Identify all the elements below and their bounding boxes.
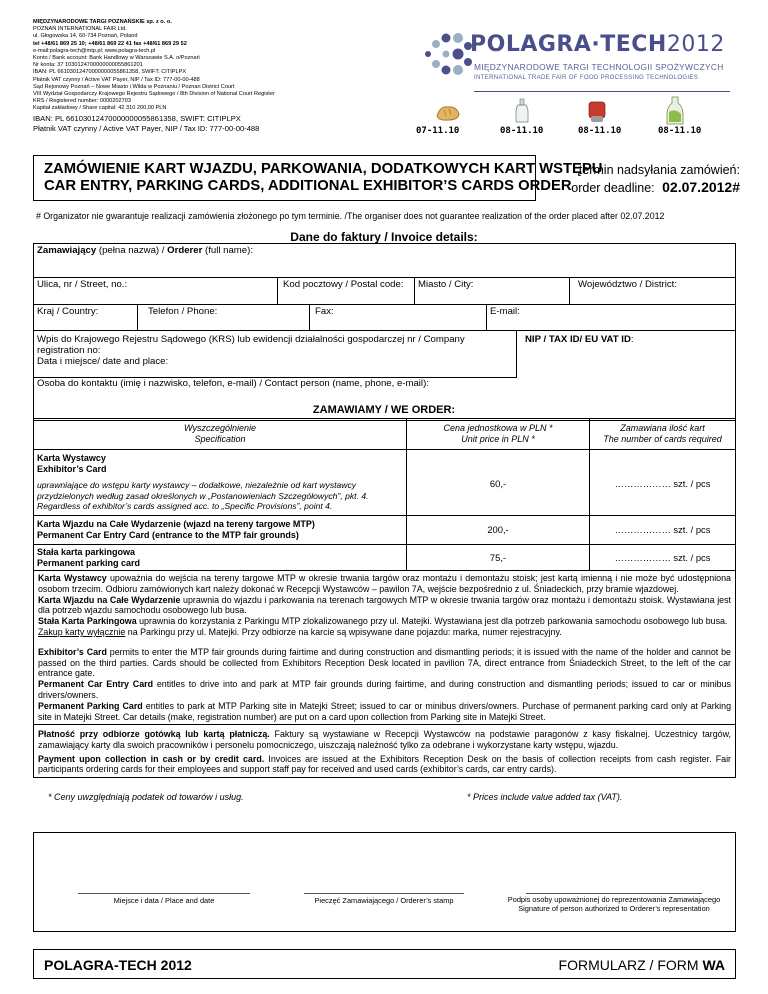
info-pl-1: Karta Wystawcy upoważnia do wejścia na tereny targowe MTP w okresie trwania targów oraz montażu i demontażu stoisk; jest kartą imienną i nie może być udostępniona osobom trzecim. Odbioru zamówionych kart należy dokonać w Recepcji Wystawców – pawilon 7A, wejście bezpośrednio z ul. Śniadeckich, przy bramie wjazdowej. <box>38 573 731 594</box>
company-vat: Płatnik VAT czynny / Active VAT Payer, NIP / Tax ID: 777-00-00-488 <box>33 123 260 133</box>
signature-label: Podpis osoby upoważnionej do reprezentowania Zamawiającego Signature of person authorized to Orderer’s representation <box>507 895 721 913</box>
note-en: * Prices include value added tax (VAT). <box>467 792 623 802</box>
bottle-icon <box>512 98 532 124</box>
deadline <box>540 162 740 197</box>
item-parking-spec <box>34 545 407 570</box>
item-3-title-en: Permanent parking card <box>37 558 141 568</box>
item-3-title-pl: Stała karta parkingowa <box>37 547 136 557</box>
info-block <box>33 570 736 725</box>
event-dates <box>416 96 746 136</box>
info-pl <box>38 573 731 638</box>
date-label-3: 08-11.10 <box>578 126 622 136</box>
footer-form-code: WA <box>702 957 725 973</box>
item-2-title-pl: Karta Wjazdu na Całe Wydarzenie (wjazd na tereny targowe MTP) <box>37 519 315 529</box>
fax-field[interactable] <box>310 305 487 331</box>
item-1-title-pl: Karta Wystawcy <box>37 453 106 463</box>
footer-left: POLAGRA-TECH 2012 <box>44 957 192 973</box>
company-line: ul. Głogowska 14, 60-734 Poznań, Poland <box>33 33 138 40</box>
info-en-1: Exhibitor’s Card permits to enter the MTP fair grounds during fairtime and during construction and dismantling periods; it is issued with the name of the holder and cannot be passed on the third parties. Cards should be collected from Exhibitors Reception Desk located in pavilion 7A, direct entrance from Śniadeckich Street, to the left of the car entrance gate. <box>38 646 731 679</box>
postal-field[interactable] <box>278 278 415 305</box>
deadline-label-en: order deadline: <box>571 181 655 195</box>
col-spec-en: Specification <box>194 434 246 444</box>
col-qty-header <box>590 419 735 450</box>
bottle-green-icon <box>664 96 686 126</box>
orderer-field[interactable] <box>34 244 735 278</box>
country-field[interactable] <box>34 305 138 331</box>
info-pl-3: Stała Karta Parkingowa uprawnia do korzystania z Parkingu MTP zlokalizowanego przy ul. Matejki. Wystawiana jest dla potrzeb parkowania samochodu osobowego lub busa. <box>38 616 728 627</box>
date-label-1: 07-11.10 <box>416 126 460 136</box>
payment-pl: Płatność przy odbiorze gotówką lub kartą płatniczą. Faktury są wystawiane w Recepcji Wystawców na podstawie paragonów z kasy fiskalnej. Uczestnicy targów, zamawiający karty dla swoich pracowników i personelu pomocniczego, uiszczają należność tylko za odebrane i wykorzystane karty wstępu, wjazdu. <box>38 729 731 750</box>
district-label: Województwo / District: <box>578 279 677 290</box>
item-2-title-en: Permanent Car Entry Card (entrance to the MTP fair grounds) <box>37 530 299 540</box>
footer-bar <box>33 949 736 979</box>
item-exhibitor-spec <box>34 450 407 516</box>
company-info <box>33 19 413 134</box>
item-1-qty[interactable]: ……………… szt. / pcs <box>590 450 735 516</box>
title-pl: ZAMÓWIENIE KART WJAZDU, PARKOWANIA, DODATKOWYCH KART WSTĘPU <box>44 161 603 177</box>
street-label: Ulica, nr / Street, no.: <box>37 279 128 290</box>
postal-label: Kod pocztowy / Postal code: <box>283 279 404 290</box>
nip-label: NIP / TAX ID/ EU VAT ID <box>525 334 631 345</box>
col-spec-pl: Wyszczególnienie <box>183 423 257 433</box>
company-line: Nr konta: 37 1030124700000000055861201 <box>33 62 143 69</box>
company-line: Sąd Rejonowy Poznań – Nowe Miasto i Wilda w Poznaniu / Poznan District Court <box>33 83 235 90</box>
item-1-desc: uprawniające do wstępu karty wystawcy – dodatkowe, niezależnie od kart wystawcy przydzielonych według zasad określonych w „Postanowieniach Szczegółowych”, pkt. 4. Regardless of exhibitor’s cards assigned acc. to „Specific Provisions”, point 4. <box>37 480 369 511</box>
date-label-4: 08-11.10 <box>658 126 702 136</box>
company-line: tel +48/61 869 25 10; +48/61 869 22 41 fax +48/61 869 29 52 <box>33 40 187 47</box>
deadline-label-pl: termin nadsyłania zamówień: <box>578 163 740 177</box>
col-qty-en: The number of cards required <box>603 434 722 444</box>
company-line: Konto / Bank account: Bank Handlowy w Warszawie S.A. o/Poznań <box>33 55 200 62</box>
krs-field[interactable] <box>34 331 517 377</box>
district-field[interactable] <box>570 278 735 305</box>
date-label-2: 08-11.10 <box>500 126 544 136</box>
logo-dots-icon <box>418 24 478 84</box>
footer-right <box>559 957 725 973</box>
info-en <box>38 647 731 723</box>
fax-label: Fax: <box>315 306 334 317</box>
col-qty-pl: Zamawiana ilość kart <box>620 423 705 433</box>
payment-en: Payment upon collection in cash or by credit card. Invoices are issued at the Exhibitors Reception Desk on the basis of collection receipts from cash register. Fair participants ordering cards for their employees and support staff pay for received and used cards (exhibitor’s cards, car entry cards). <box>38 753 731 775</box>
item-car-entry-spec <box>34 516 407 545</box>
info-en-3: Permanent Parking Card entitles to park at MTP Parking site in Matejki Street; issued to car or minibus drivers/owners. Purchase of permanent parking card only at Parking site in Matejki Street. Car details (make, registration number) are put on a card upon collection from Parking site in Matejki Street. <box>38 700 731 722</box>
company-line: e-mail:polagra-tech@mtp.pl; www.polagra-tech.pl <box>33 47 156 54</box>
col-price-header <box>407 419 590 450</box>
company-line: Płatnik VAT czynny / Active VAT Payer, NIP / Tax ID: 777-00-00-488 <box>33 76 200 83</box>
email-label: E-mail: <box>490 306 520 317</box>
krs-label: Wpis do Krajowego Rejestru Sądowego (KRS) lub ewidencji działalności gospodarczej nr / Company registration no: <box>37 334 465 356</box>
item-3-price: 75,- <box>407 545 590 570</box>
logo-subtitle-pl: MIĘDZYNARODOWE TARGI TECHNOLOGII SPOŻYWCZYCH <box>474 62 724 72</box>
item-2-qty[interactable]: ……………… szt. / pcs <box>590 516 735 545</box>
date-place-label: Data i miejsce/ date and place: <box>37 356 169 367</box>
orderer-label-4: (full name): <box>202 245 253 256</box>
info-pl-4: Zakup karty wyłącznie na Parkingu przy ul. Matejki. Przy odbiorze na karcie są wpisywane dane pojazdu: marka, numer rejestracyjny. <box>38 626 562 637</box>
item-1-price: 60,- <box>407 450 590 516</box>
bread-icon <box>434 102 462 124</box>
item-1-title-en: Exhibitor’s Card <box>37 464 107 474</box>
orderer-label-3: Orderer <box>167 245 203 256</box>
contact-label: Osoba do kontaktu (imię i nazwisko, telefon, e-mail) / Contact person (name, phone, e-mail): <box>37 378 429 389</box>
city-label: Miasto / City: <box>418 279 474 290</box>
company-line: Kapitał zakładowy / Share capital: 42 310 200,00 PLN <box>33 105 167 112</box>
logo-year: 2012 <box>666 32 725 57</box>
orderer-label-2: (pełna nazwa) / <box>96 245 168 256</box>
info-pl-2: Karta Wjazdu na Całe Wydarzenie uprawnia do wjazdu i parkowania na terenach targowych MTP w okresie trwania targów oraz montażu i demontażu stoisk. Wystawiana jest dla potrzeb wjazdu samochodu osobowego lub busa. <box>38 594 731 616</box>
company-line: POZNAŃ INTERNATIONAL FAIR Ltd. <box>33 26 127 33</box>
street-field[interactable] <box>34 278 278 305</box>
meat-icon <box>586 98 608 124</box>
payment-block <box>33 724 736 778</box>
title-en: CAR ENTRY, PARKING CARDS, ADDITIONAL EXHIBITOR’S CARDS ORDER <box>44 178 572 194</box>
phone-label: Telefon / Phone: <box>148 306 218 317</box>
place-date-label: Miejsce i data / Place and date <box>113 896 215 905</box>
company-line: KRS / Registered number: 0000202703 <box>33 98 131 105</box>
signature-box <box>33 832 736 932</box>
footer-form-label: FORMULARZ / FORM <box>558 957 703 973</box>
deadline-date: 02.07.2012# <box>662 179 740 195</box>
item-3-qty[interactable]: ……………… szt. / pcs <box>614 552 711 563</box>
invoice-table <box>33 243 736 421</box>
col-price-en: Unit price in PLN * <box>461 434 535 444</box>
note-pl: * Ceny uwzględniają podatek od towarów i usług. <box>48 792 244 802</box>
company-line: VIII Wydział Gospodarczy Krajowego Rejestru Sądowego / 8th Division of National Court Register <box>33 91 275 98</box>
disclaimer: # Organizator nie gwarantuje realizacji zamówienia złożonego po tym terminie. /The organiser does not guarantee realization of the order placed after 02.07.2012 <box>36 211 665 221</box>
title-box <box>33 155 603 201</box>
orderer-label-1: Zamawiający <box>37 245 97 256</box>
logo-rule <box>474 91 730 92</box>
polagra-logo <box>418 22 738 92</box>
invoice-heading: Dane do faktury / Invoice details: <box>290 230 478 244</box>
phone-field[interactable] <box>138 305 310 331</box>
email-field[interactable] <box>487 305 735 331</box>
col-price-pl: Cena jednostkowa w PLN * <box>443 423 553 433</box>
order-heading: ZAMAWIAMY / WE ORDER: <box>312 404 456 416</box>
nip-field[interactable] <box>517 331 735 377</box>
order-table <box>33 418 736 571</box>
country-label: Kraj / Country: <box>37 306 99 317</box>
item-2-price: 200,- <box>407 516 590 545</box>
info-en-2: Permanent Car Entry Card entitles to drive into and park at MTP fair grounds during fairtime, and during construction and dismantling periods; issued to car or minibus drivers/owners. <box>38 679 731 700</box>
col-spec-header <box>34 419 407 450</box>
company-iban: IBAN: PL 66103012470000000055861358, SWIFT: CITIPLPX <box>33 113 241 123</box>
company-line: IBAN: PL 66103012470000000055861358, SWIFT: CITIPLPX <box>33 69 187 76</box>
company-line: MIĘDZYNARODOWE TARGI POZNAŃSKIE sp. z o. o. <box>33 19 172 25</box>
stamp-label: Pieczęć Zamawiającego / Orderer’s stamp <box>314 896 454 905</box>
city-field[interactable] <box>415 278 570 305</box>
nip-colon: : <box>630 334 634 345</box>
logo-subtitle-en: INTERNATIONAL TRADE FAIR OF FOOD PROCESSING TECHNOLOGIES <box>474 74 699 81</box>
logo-name: POLAGRA·TECH <box>470 32 667 57</box>
